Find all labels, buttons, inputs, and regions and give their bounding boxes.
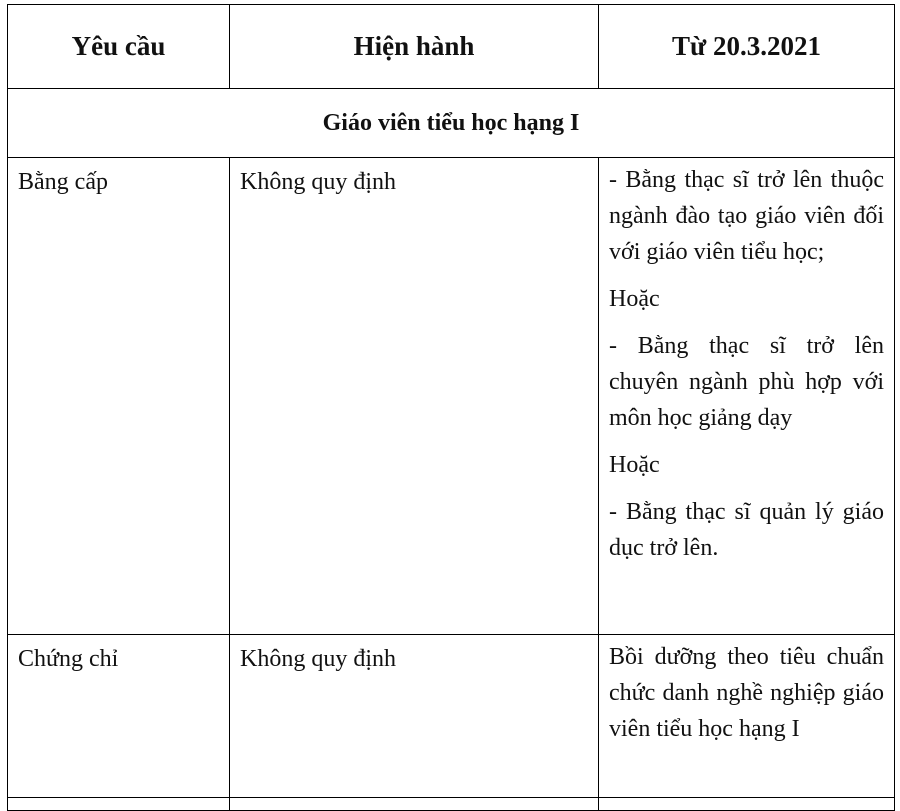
current-cell — [230, 635, 599, 798]
from-date-cell — [599, 635, 895, 798]
current-value: Không quy định — [240, 169, 396, 195]
list-item: Hoặc — [609, 452, 660, 478]
header-current: Hiện hành — [230, 5, 599, 89]
requirement-cell — [8, 158, 230, 635]
requirement-label: Bằng cấp — [18, 169, 108, 195]
header-from-date: Từ 20.3.2021 — [599, 5, 895, 89]
from-date-list — [599, 158, 894, 566]
table-row — [8, 158, 895, 635]
comparison-table — [7, 4, 895, 811]
list-item: Hoặc — [609, 286, 660, 312]
requirement-cell — [8, 635, 230, 798]
from-date-list — [599, 635, 894, 747]
list-item: - Bằng thạc sĩ trở lên chuyên ngành phù hợp với môn học giảng dạy — [609, 333, 884, 431]
current-value: Không quy định — [240, 646, 396, 672]
current-cell — [230, 158, 599, 635]
table-row — [8, 635, 895, 798]
header-row — [8, 5, 895, 89]
list-item: - Bằng thạc sĩ quản lý giáo dục trở lên. — [609, 499, 884, 561]
from-date-cell — [599, 158, 895, 635]
table-row-partial — [8, 798, 895, 811]
list-item: - Bằng thạc sĩ trở lên thuộc ngành đào tạo giáo viên đối với giáo viên tiểu học; — [609, 167, 884, 265]
header-requirement: Yêu cầu — [8, 5, 230, 89]
requirement-label: Chứng chỉ — [18, 646, 119, 672]
list-item: Bồi dưỡng theo tiêu chuẩn chức danh nghề nghiệp giáo viên tiểu học hạng I — [609, 644, 884, 742]
section-row — [8, 89, 895, 158]
section-title: Giáo viên tiểu học hạng I — [8, 89, 895, 158]
